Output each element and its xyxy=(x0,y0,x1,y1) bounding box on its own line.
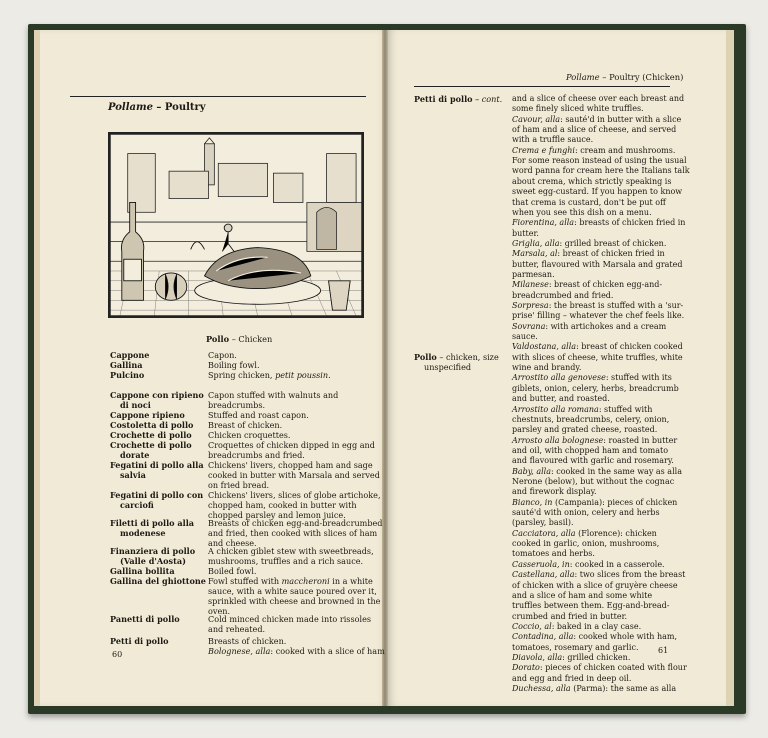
entry-definition: A chicken giblet stew with sweetbreads, xyxy=(208,546,374,556)
entry-definition: Breast of chicken. xyxy=(208,420,283,430)
definition-line: and a slice of ham and some white xyxy=(512,590,653,600)
entry-term: Cappone xyxy=(110,350,150,360)
entry-term: Gallina bollita xyxy=(110,566,175,576)
definition-line: Cavour, alla: sauté'd in butter with a slice xyxy=(512,114,682,124)
definition-line: tomatoes, rosemary and garlic. xyxy=(512,642,639,652)
definition-line: about crema, which strictly speaking is xyxy=(512,176,672,186)
entry-definition: Bolognese, alla: cooked with a slice of ham xyxy=(208,646,385,656)
entry-definition: Capon. xyxy=(208,350,237,360)
entry-definition: Chickens' livers, chopped ham and sage xyxy=(208,460,373,470)
entry-term-continued: carciofi xyxy=(120,500,154,510)
definition-line: Nerone (below), but without the cognac xyxy=(512,476,675,486)
definition-line: Casseruola, in: cooked in a casserole. xyxy=(512,559,665,569)
definition-line: that crema is custard, don't be put off xyxy=(512,197,666,207)
definition-line: giblets, onion, celery, herbs, breadcrumb xyxy=(512,383,679,393)
definition-line: some finely sliced white truffles. xyxy=(512,104,644,114)
entry-definition: Chickens' livers, slices of globe artichoke, xyxy=(208,490,381,500)
entry-definition-continued: on fried bread. xyxy=(208,480,270,490)
definition-line: Crema e funghi: cream and mushrooms. xyxy=(512,145,676,155)
definition-line: and egg and fried in deep oil. xyxy=(512,673,632,683)
left-page-number: 60 xyxy=(112,650,123,659)
entry-term: Petti di pollo xyxy=(110,636,169,646)
entry-definition-continued: and reheated. xyxy=(208,624,266,634)
entry-definition: Croquettes of chicken dipped in egg and xyxy=(208,440,375,450)
definition-line: Coccio, al: baked in a clay case. xyxy=(512,621,642,631)
definition-line: with slices of cheese, white truffles, white xyxy=(512,352,683,362)
definition-line: Fiorentina, alla: breasts of chicken fried in xyxy=(512,218,686,228)
entry-definition-continued: chopped ham, cooked in butter with xyxy=(208,500,357,510)
definition-line: sauté'd with onion, celery and herbs xyxy=(512,508,660,517)
definition-line: parmesan. xyxy=(512,269,555,279)
entry-term-continued: di noci xyxy=(120,400,151,410)
entry-definition-continued: breadcrumbs. xyxy=(208,400,266,410)
definition-line: Cacciatora, alla (Florence): chicken xyxy=(512,528,657,538)
entry-term: Gallina xyxy=(110,360,143,370)
entry-term-continued: modenese xyxy=(120,528,166,538)
definition-line: when you see this dish on a menu. xyxy=(512,207,652,217)
definition-line: Griglia, alla: grilled breast of chicken. xyxy=(512,238,667,248)
entry-definition: Boiling fowl. xyxy=(208,360,260,370)
entry-definition-continued: cooked in butter with Marsala and served xyxy=(208,470,380,480)
woodcut-svg xyxy=(110,134,362,316)
definition-line: Sorpresa: the breast is stuffed with a 'sur- xyxy=(512,301,684,310)
entry-term: Cappone ripieno xyxy=(110,410,185,420)
entry-term: Gallina del ghiottone xyxy=(110,576,206,586)
entry-term: Fegatini di pollo con xyxy=(110,490,204,500)
entry-definition-continued: and fried, then cooked with slices of ham xyxy=(208,528,378,538)
definition-line: word panna for cream here the Italians talk xyxy=(512,166,690,176)
pollo-term: Pollo – chicken, size xyxy=(414,352,499,362)
definition-line: cooked in garlic, onion, mushrooms, xyxy=(512,539,660,548)
definition-line: Marsala, al: breast of chicken fried in xyxy=(512,249,665,259)
entry-definition: Cold minced chicken made into rissoles xyxy=(208,614,372,624)
entry-term: Pulcino xyxy=(110,370,145,380)
definition-line: Bianco, in (Campania): pieces of chicken xyxy=(512,497,678,507)
section-title: Pollame – Poultry xyxy=(108,102,206,113)
entry-definition: Fowl stuffed with maccheroni in a white xyxy=(208,576,373,586)
definition-line: Castellana, alla: two slices from the breast xyxy=(512,570,686,580)
entry-definition: Capon stuffed with walnuts and xyxy=(208,390,339,400)
entry-definition-continued: oven. xyxy=(208,606,231,616)
definition-line: of chicken with a slice of gruyère cheese xyxy=(512,580,678,590)
definition-line: Contadina, alla: cooked whole with ham, xyxy=(512,632,678,642)
left-header-rule xyxy=(70,96,366,97)
definition-line: parsley and grated cheese, roasted. xyxy=(512,425,658,435)
entry-definition: Boiled fowl. xyxy=(208,566,257,576)
entry-term: Crochette di pollo xyxy=(110,430,192,440)
definition-line: and a slice of cheese over each breast and xyxy=(512,94,685,103)
entry-definition-continued: sprinkled with cheese and browned in the xyxy=(208,596,381,606)
definition-line: chestnuts, breadcrumbs, celery, onion, xyxy=(512,414,670,424)
entry-definition-continued: mushrooms, truffles and a rich sauce. xyxy=(208,556,364,566)
entry-definition-continued: chopped parsley and lemon juice. xyxy=(208,510,346,520)
definition-line: Duchessa, alla (Parma): the same as alla xyxy=(512,683,677,693)
definition-line: and flavoured with garlic and rosemary. xyxy=(512,456,674,466)
entry-definition: Spring chicken, petit poussin. xyxy=(208,370,331,380)
definition-line: prise' filling – whatever the chef feels like. xyxy=(512,311,685,321)
definition-line: breadcrumbed and fried. xyxy=(512,290,614,300)
entry-term: Costoletta di pollo xyxy=(110,420,194,430)
entry-term-continued: dorate xyxy=(120,450,150,460)
right-page-number: 61 xyxy=(658,646,669,655)
entry-term: Crochette di pollo xyxy=(110,440,192,450)
definition-line: sauce. xyxy=(512,332,538,341)
definition-line: sweet egg-custard. If you happen to know xyxy=(512,187,683,197)
petti-cont-term: Petti di pollo – cont. xyxy=(414,94,503,104)
entry-definition: Stuffed and roast capon. xyxy=(208,410,309,420)
definition-line: For some reason instead of using the usual xyxy=(512,156,687,166)
woodcut-illustration xyxy=(108,132,364,318)
definition-line: and butter, and roasted. xyxy=(512,394,610,404)
definition-line: Arrosto alla bolognese: roasted in butter xyxy=(512,435,678,445)
definition-line: Sovrana: with artichokes and a cream xyxy=(512,321,667,331)
definition-line: Diavola, alla: grilled chicken. xyxy=(512,652,631,662)
entry-definition: Breasts of chicken egg-and-breadcrumbed xyxy=(208,518,383,528)
entry-term: Fegatini di pollo alla xyxy=(110,460,204,470)
entry-definition: Breasts of chicken. xyxy=(208,636,287,646)
entry-term: Panetti di pollo xyxy=(110,614,180,624)
definition-line: wine and brandy. xyxy=(512,363,582,373)
entry-definition-continued: breadcrumbs and fried. xyxy=(208,450,305,460)
definition-line: and oil, with chopped ham and tomato xyxy=(512,445,669,455)
entry-definition-continued: sauce, with a white sauce poured over it, xyxy=(208,586,377,596)
entry-term: Cappone con ripieno xyxy=(110,390,204,400)
entry-definition-continued: and cheese. xyxy=(208,538,257,548)
definition-line: butter, flavoured with Marsala and grated xyxy=(512,259,683,269)
book-gutter xyxy=(382,30,388,706)
definition-line: (parsley, basil). xyxy=(512,518,574,528)
definition-line: Arrostito alla genovese: stuffed with its xyxy=(512,373,672,383)
definition-line: with a truffle sauce. xyxy=(512,135,594,145)
chicken-subheading: Pollo – Chicken xyxy=(206,334,273,344)
definition-line: of ham and a slice of cheese, and served xyxy=(512,125,677,134)
definition-line: tomatoes and herbs. xyxy=(512,549,595,559)
entry-term: Filetti di pollo alla xyxy=(110,518,195,528)
running-head: Pollame – Poultry (Chicken) xyxy=(566,72,684,82)
definition-line: Baby, alla: cooked in the same way as alla xyxy=(512,466,682,476)
definition-line: Valdostana, alla: breast of chicken cooked xyxy=(512,342,683,352)
entry-term-continued: (Valle d'Aosta) xyxy=(120,556,186,566)
definition-line: Milanese: breast of chicken egg-and- xyxy=(512,280,663,290)
right-header-rule xyxy=(414,86,670,87)
entry-term-continued: salvia xyxy=(120,470,146,480)
entry-definition: Chicken croquettes. xyxy=(208,430,291,440)
definition-line: and firework display. xyxy=(512,487,597,497)
definition-line: Dorato: pieces of chicken coated with flour xyxy=(512,663,687,673)
definition-line: truffles between them. Egg-and-bread- xyxy=(512,601,670,611)
definition-line: Arrostito alla romana: stuffed with xyxy=(512,404,653,414)
definition-line: butter. xyxy=(512,228,539,238)
pollo-term-line2: unspecified xyxy=(424,362,472,372)
definition-line: crumbed and fried in butter. xyxy=(512,611,628,621)
entry-term: Finanziera di pollo xyxy=(110,546,196,556)
